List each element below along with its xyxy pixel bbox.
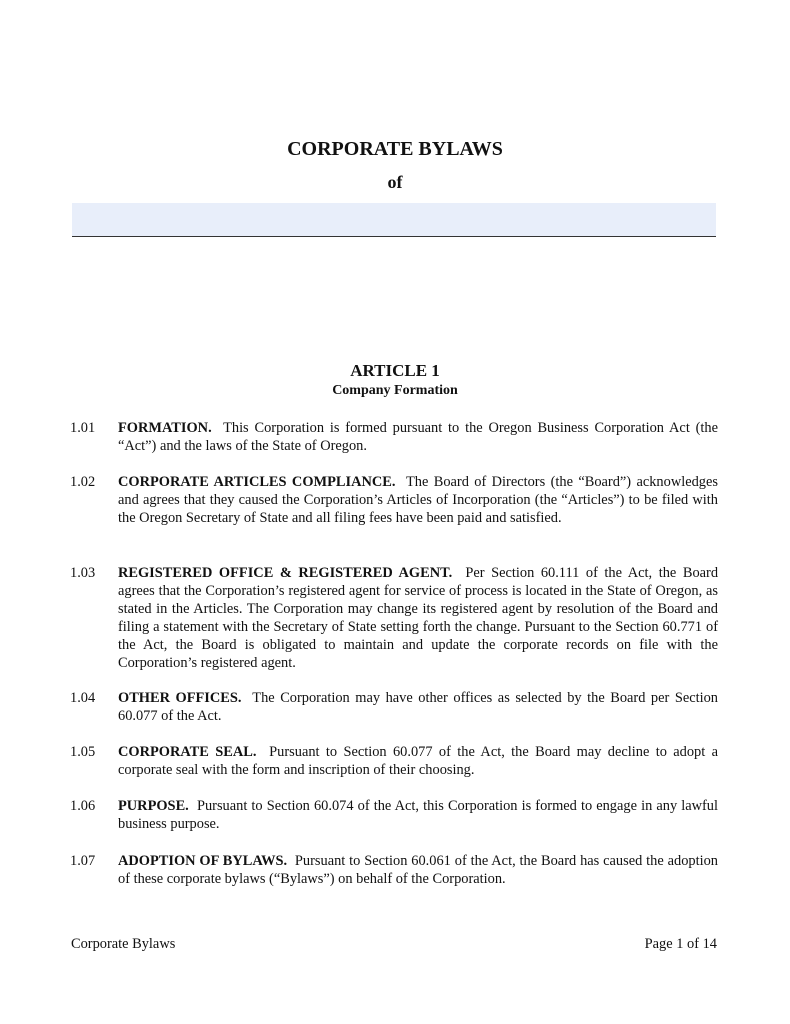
section-heading: CORPORATE SEAL. <box>118 744 257 760</box>
section-body <box>118 797 718 833</box>
section-heading: ADOPTION OF BYLAWS. <box>118 853 288 869</box>
section-1-06 <box>70 797 718 833</box>
section-body <box>118 473 718 527</box>
document-of-label: of <box>387 172 403 192</box>
section-text: Pursuant to Section 60.061 of the Act, the Board has caused the adoption of these corporate bylaws (“Bylaws”) on behalf of the Corporation. <box>118 853 718 887</box>
section-heading: CORPORATE ARTICLES COMPLIANCE. <box>118 474 396 490</box>
section-1-07 <box>70 852 718 888</box>
section-number: 1.02 <box>70 474 96 490</box>
section-number: 1.05 <box>70 744 96 760</box>
section-text: Per Section 60.111 of the Act, the Board agrees that the Corporation’s registered agent for service of process is located in the State of Oregon, as stated in the Articles. The Corporation may change its registered agent by resolution of the Board and filing a statement with the Secretary of State setting forth the change. Pursuant to the Section 60.771 of the Act, the Board is obligated to maintain and update the corporate records on file with the Corporation’s registered agent. <box>118 565 719 671</box>
section-text: This Corporation is formed pursuant to the Oregon Business Corporation Act (the “Act”) and the laws of the State of Oregon. <box>118 420 719 454</box>
section-heading: REGISTERED OFFICE & REGISTERED AGENT. <box>118 565 453 581</box>
section-text: Pursuant to Section 60.074 of the Act, this Corporation is formed to engage in any lawful business purpose. <box>118 798 718 832</box>
section-text: Pursuant to Section 60.077 of the Act, the Board may decline to adopt a corporate seal with the form and inscription of their choosing. <box>118 744 718 778</box>
section-heading: OTHER OFFICES. <box>118 690 242 706</box>
section-text: The Corporation may have other offices as selected by the Board per Section 60.077 of the Act. <box>118 690 719 724</box>
footer-page-number: Page 1 of 14 <box>644 936 717 952</box>
section-number: 1.06 <box>70 798 96 814</box>
section-heading: PURPOSE. <box>118 798 189 814</box>
article-heading: ARTICLE 1 <box>350 361 440 380</box>
section-number: 1.03 <box>70 565 96 581</box>
section-body <box>118 419 718 455</box>
footer-document-name: Corporate Bylaws <box>71 936 176 952</box>
document-title: CORPORATE BYLAWS <box>287 138 503 160</box>
section-number: 1.04 <box>70 690 96 706</box>
section-body <box>118 564 718 672</box>
company-name-field[interactable] <box>72 203 716 237</box>
section-number: 1.01 <box>70 420 96 436</box>
section-body <box>118 852 718 888</box>
section-number: 1.07 <box>70 853 96 869</box>
section-body <box>118 743 718 779</box>
section-text: The Board of Directors (the “Board”) acknowledges and agrees that they caused the Corporation’s Articles of Incorporation (the “Articles”) to be filed with the Oregon Secretary of State and all filing fees have been paid and satisfied. <box>118 474 718 526</box>
section-1-04 <box>70 689 718 725</box>
section-1-01 <box>70 419 718 455</box>
section-1-03 <box>70 564 718 672</box>
section-1-05 <box>70 743 718 779</box>
section-1-02 <box>70 473 718 527</box>
section-body <box>118 689 718 725</box>
section-heading: FORMATION. <box>118 420 212 436</box>
article-subheading: Company Formation <box>332 383 458 398</box>
